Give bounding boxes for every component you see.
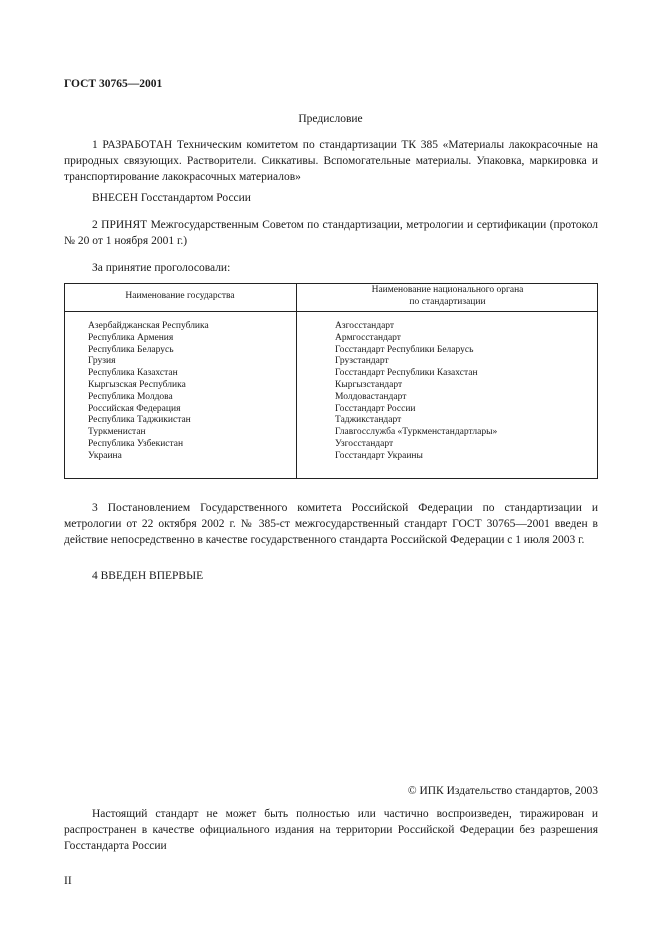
page-title: Предисловие xyxy=(298,113,363,125)
org-item: Кыргызстандарт xyxy=(335,379,403,390)
table-header-state: Наименование государства xyxy=(125,291,235,301)
org-list xyxy=(335,321,497,463)
paragraph-adopted-by: 2 ПРИНЯТ Межгосударственным Советом по стандартизации, метрологии и сертификации (протокол № 20 от 1 ноября 2001 г.) xyxy=(64,219,598,247)
org-item: Госстандарт Республики Беларусь xyxy=(335,344,474,355)
org-item: Азгосстандарт xyxy=(335,321,395,331)
paragraph-reproduction-notice: Настоящий стандарт не может быть полностью или частично воспроизведен, тиражирован и распространен в качестве официального издания на территории Российской Федерации без разрешения Госстандарта России xyxy=(64,808,598,852)
paragraph-enacted: 3 Постановлением Государственного комитета Российской Федерации по стандартизации и метрологии от 22 октября 2002 г. № 385-ст межгосударственный стандарт ГОСТ 30765—2001 введен в действие непосредственно в качестве государственного стандарта Российской Федерации с 1 июля 2003 г. xyxy=(64,502,598,546)
org-item: Госстандарт России xyxy=(335,403,416,414)
paragraph-voted-for: За принятие проголосовали: xyxy=(92,262,231,274)
state-item: Туркменистан xyxy=(88,427,146,438)
org-item: Госстандарт Украины xyxy=(335,450,423,461)
org-item: Узгосстандарт xyxy=(335,438,394,449)
voting-table xyxy=(64,283,598,479)
org-item: Грузстандарт xyxy=(335,356,389,367)
table-header-separator xyxy=(64,311,598,312)
state-item: Республика Армения xyxy=(88,332,174,343)
state-item: Грузия xyxy=(88,356,116,367)
org-item: Госстандарт Республики Казахстан xyxy=(335,368,478,379)
table-header-org xyxy=(297,285,598,308)
table-header-org-line2: по стандартизации xyxy=(409,296,486,307)
paragraph-introduced-first: 4 ВВЕДЕН ВПЕРВЫЕ xyxy=(92,570,204,582)
org-item: Молдовастандарт xyxy=(335,391,407,402)
state-item: Республика Таджикистан xyxy=(88,415,191,426)
org-item: Таджикстандарт xyxy=(335,415,402,426)
state-list xyxy=(88,321,209,463)
state-item: Республика Узбекистан xyxy=(88,438,184,449)
table-column-divider xyxy=(296,283,297,479)
org-item: Главгосслужба «Туркменстандартлары» xyxy=(335,427,498,438)
state-item: Азербайджанская Республика xyxy=(88,321,209,331)
org-item: Армгосстандарт xyxy=(335,332,401,343)
state-item: Республика Молдова xyxy=(88,391,173,402)
state-item: Российская Федерация xyxy=(88,403,181,414)
document-code: ГОСТ 30765—2001 xyxy=(64,78,163,90)
state-item: Украина xyxy=(88,450,122,461)
copyright-notice: © ИПК Издательство стандартов, 2003 xyxy=(407,785,598,797)
state-item: Республика Беларусь xyxy=(88,344,174,355)
paragraph-introduced-by: ВНЕСЕН Госстандартом России xyxy=(92,192,251,204)
paragraph-developed-by: 1 РАЗРАБОТАН Техническим комитетом по стандартизации ТК 385 «Материалы лакокрасочные на природных связующих. Растворители. Сиккативы. Вспомогательные материалы. Упаковка, маркировка и транспортирование лакокрасочных материалов» xyxy=(64,139,598,183)
state-item: Республика Казахстан xyxy=(88,368,178,379)
page-number: II xyxy=(64,875,72,887)
table-header-org-line1: Наименование национального органа xyxy=(371,285,524,295)
state-item: Кыргызская Республика xyxy=(88,379,186,390)
